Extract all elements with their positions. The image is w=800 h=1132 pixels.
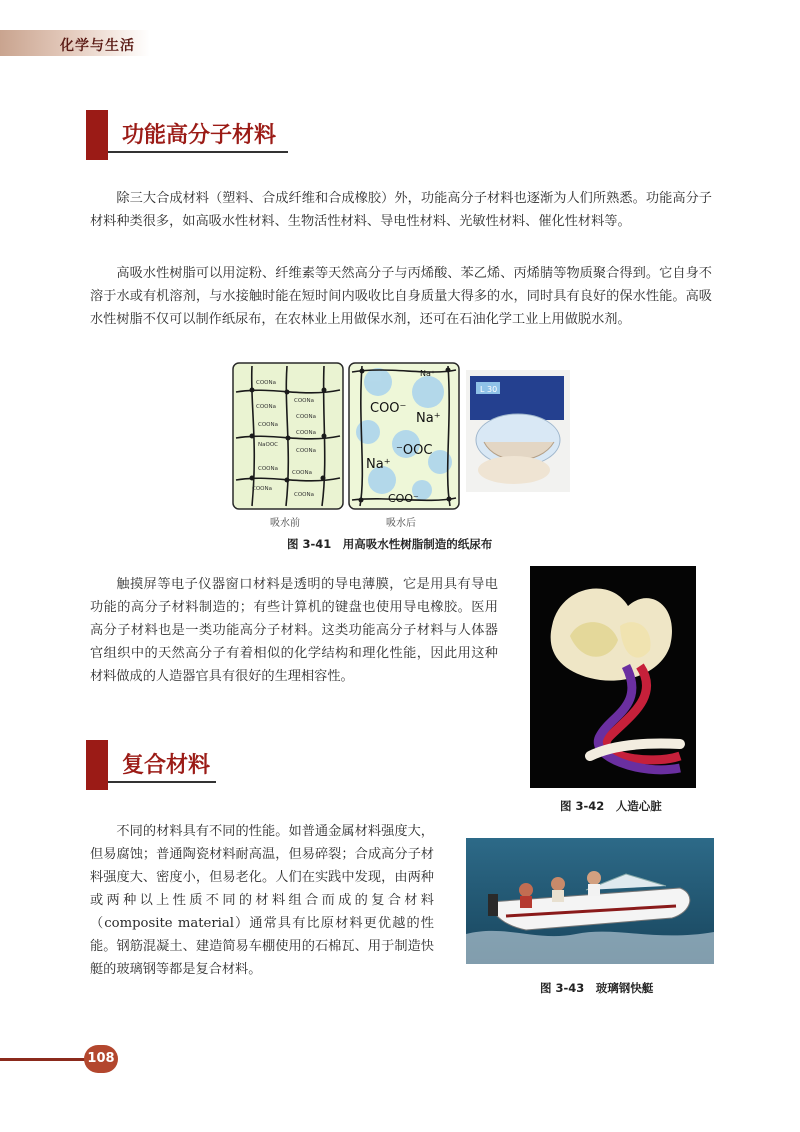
label-before-absorption: 吸水前 <box>270 518 300 529</box>
section-underline <box>108 151 288 153</box>
label-after-absorption: 吸水后 <box>386 518 416 529</box>
section-underline <box>108 781 216 783</box>
group-label: COONa <box>294 398 314 404</box>
section-marker <box>86 740 108 790</box>
diagram-after-absorption <box>348 362 460 510</box>
group-label: COONa <box>292 470 312 476</box>
section-title-composites: 复合材料 <box>122 753 211 778</box>
page-number-line <box>0 1058 90 1061</box>
ion-label: ⁻OOC <box>396 443 433 458</box>
paragraph-conductive-medical: 触摸屏等电子仪器窗口材料是透明的导电薄膜，它是用具有导电功能的高分子材料制造的；有些计算机的键盘也使用导电橡胶。医用高分子材料也是一类功能高分子材料。这类功能高分子材料与人体器官组织中的天然高分子有着相似的化学结构和理化性能，因此用这种材料做成的人造器官具有很好的生理相容性。 <box>90 577 498 684</box>
ion-label: Na⁺ <box>366 457 391 472</box>
group-label: COONa <box>258 466 278 472</box>
group-label: COONa <box>258 422 278 428</box>
diaper-box-label: L 30 <box>480 385 498 394</box>
ion-label: COO⁻ <box>388 492 419 505</box>
group-label: COONa <box>296 414 316 420</box>
section-title-functional-polymers: 功能高分子材料 <box>122 123 277 148</box>
ion-label: Na⁺ <box>420 369 436 378</box>
section-marker <box>86 110 108 160</box>
group-label: COONa <box>252 486 272 492</box>
paragraph-intro: 除三大合成材料（塑料、合成纤维和合成橡胶）外，功能高分子材料也逐渐为人们所熟悉。功能高分子材料种类很多，如高吸水性材料、生物活性材料、导电性材料、光敏性材料、催化性材料等。 <box>90 191 712 229</box>
paragraph-composite-materials: 不同的材料具有不同的性能。如普通金属材料强度大，但易腐蚀；普通陶瓷材料耐高温，但易碎裂；合成高分子材料强度大、密度小，但易老化。人们在实践中发现，由两种或两种以上性质不同的材料组合而成的复合材料（composite material）通常具有比原材料更优越的性能。钢筋混凝土、建造简易车棚使用的石棉瓦、用于制造快艇的玻璃钢等都是复合材料。 <box>90 824 434 977</box>
figure-3-42-caption: 图 3-42 人造心脏 <box>560 799 662 813</box>
group-label: COONa <box>296 448 316 454</box>
page-number: 108 <box>84 1045 118 1073</box>
figure-3-41 <box>232 362 570 512</box>
running-header-title: 化学与生活 <box>60 38 135 54</box>
diaper-photo <box>466 370 570 492</box>
ion-label: COO⁻ <box>370 401 407 416</box>
group-label: COONa <box>256 380 276 386</box>
paragraph-superabsorbent: 高吸水性树脂可以用淀粉、纤维素等天然高分子与丙烯酸、苯乙烯、丙烯腈等物质聚合得到。它自身不溶于水或有机溶剂，与水接触时能在短时间内吸收比自身质量大得多的水，同时具有良好的保水性能。高吸水性树脂不仅可以制作纸尿布，在农林业上用做保水剂，还可在石油化学工业上用做脱水剂。 <box>90 266 712 327</box>
figure-3-41-caption: 图 3-41 用高吸水性树脂制造的纸尿布 <box>287 537 493 551</box>
group-label: COONa <box>256 404 276 410</box>
group-label: COONa <box>296 430 316 436</box>
artificial-heart-photo <box>530 566 696 788</box>
group-label: COONa <box>294 492 314 498</box>
group-label: NaOOC <box>258 442 278 448</box>
ion-label: Na⁺ <box>416 411 441 426</box>
diagram-before-absorption <box>232 362 344 510</box>
speedboat-photo <box>466 838 714 964</box>
figure-3-43-caption: 图 3-43 玻璃钢快艇 <box>540 981 654 995</box>
